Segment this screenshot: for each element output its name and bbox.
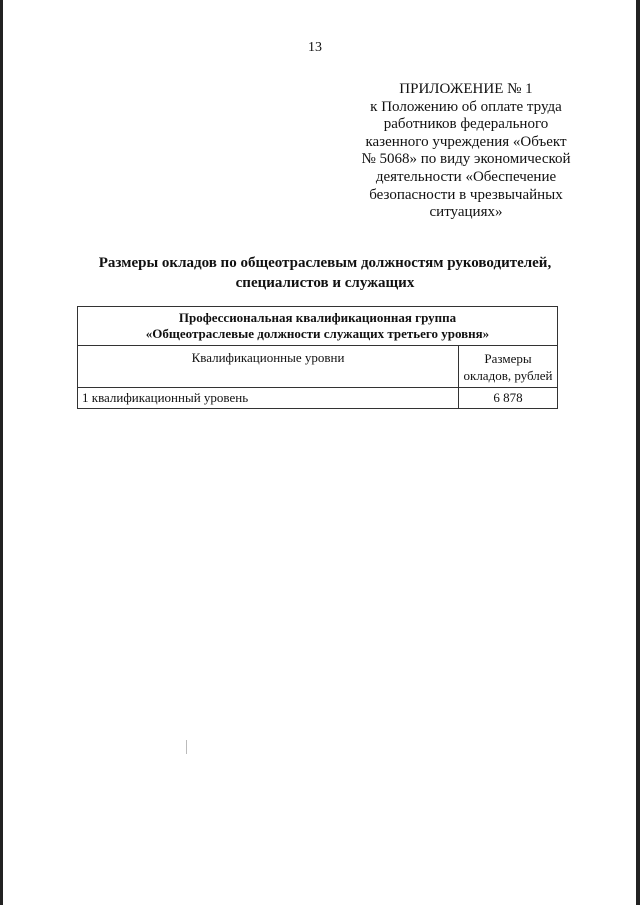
salary-table (77, 306, 558, 409)
appendix-line: безопасности в чрезвычайных (369, 186, 563, 203)
table-row (78, 388, 558, 409)
heading-line: специалистов и служащих (235, 275, 415, 291)
appendix-block (355, 81, 577, 222)
appendix-line: к Положению об оплате труда (370, 98, 562, 115)
group-name-line: «Общеотраслевые должности служащих третьего уровня» (145, 326, 490, 341)
group-cell (78, 307, 558, 346)
appendix-line: ситуациях» (429, 204, 503, 221)
scan-artifact (186, 740, 187, 754)
appendix-line: работников федерального (383, 116, 549, 133)
appendix-line: № 5068» по виду экономической (361, 151, 571, 168)
appendix-line: казенного учреждения «Объект (365, 133, 567, 150)
column-header-levels: Квалификационные уровни (78, 346, 459, 388)
page-number: 13 (308, 40, 322, 55)
page-heading (60, 253, 590, 293)
heading-line: Размеры окладов по общеотраслевым должностям руководителей, (98, 255, 552, 271)
appendix-line: деятельности «Обеспечение (375, 168, 557, 185)
salary-cell: 6 878 (459, 388, 558, 409)
column-header-salary: Размеры окладов, рублей (459, 346, 558, 388)
appendix-title: ПРИЛОЖЕНИЕ № 1 (399, 81, 533, 97)
scan-edge-left (0, 0, 3, 905)
group-row (78, 307, 558, 346)
level-cell: 1 квалификационный уровень (78, 388, 459, 409)
group-name-line: Профессиональная квалификационная группа (178, 310, 457, 325)
scan-edge-right (636, 0, 640, 905)
header-row (78, 346, 558, 388)
